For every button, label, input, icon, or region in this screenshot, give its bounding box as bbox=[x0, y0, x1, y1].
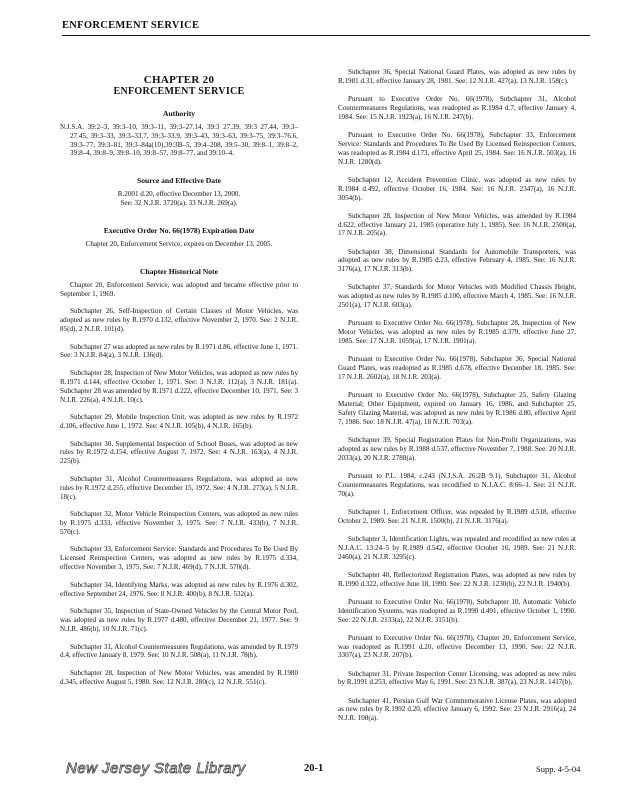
header-rule bbox=[62, 35, 590, 36]
running-head: ENFORCEMENT SERVICE bbox=[62, 20, 200, 31]
authority-text: N.J.S.A. 39:2–3, 39:3–10, 39:3–11, 39:3–27.14, 39:3 27.39, 39:3 27.44, 39:3–27.45, 39:3–33, 39:3–33.7, 39:3–33.9, 39:3–43, 39:3–63, 39:3–75, 39:3–76.6, 39:3–77, 39:3–81, 39:3–84a(10),39:3B–5, 39:4–208, 39:5–30, 39:8–1, 39:8–2, 39:8–4, 39:8–9, 39:8–10, 39:8–57, 39:8–77, and 39:10–4. bbox=[60, 122, 298, 158]
history-note: Subchapter 12, Accident Prevention Clinic, was adopted as new rules by R.1984 d.492, effective October 16, 1984. See: 16 N.J.R. 2347(a), 16 N.J.R. 3054(b). bbox=[338, 175, 576, 202]
history-note: Pursuant to Executive Order No. 66(1978), Chapter 20, Enforcement Service, was readopted as R.1991 d.20, effective December 13, 1990. See: 22 N.J.R. 3307(a), 23 N.J.R. 207(b). bbox=[338, 633, 576, 660]
history-note: Subchapter 29, Mobile Inspection Unit, was adopted as new rules by R.1972 d.106, effective June 1, 1972. See: 4 N.J.R. 105(b), 4 N.J.R. 165(b). bbox=[60, 413, 298, 431]
history-note: Subchapter 31, Alcohol Countermeasures Regulations, was adopted as new rules by R.1972 d.255, effective December 15, 1972. See: 4 N.J.R. 273(a), 5 N.J.R. 18(c). bbox=[60, 474, 298, 501]
authority-heading: Authority bbox=[162, 108, 196, 118]
history-note: Subchapter 33, Enforcement Service: Standards and Procedures To Be Used By Licensed Reinspection Centers, was adopted as new rules by R.1975 d.334, effective November 3, 1975. See: 7 N.J.R. 469(d), 7 N.J.R. 570(d). bbox=[60, 545, 298, 572]
history-note: Subchapter 28, Inspection of New Motor Vehicles, was amended by R.1980 d.345, effective August 5, 1980. See: 12 N.J.R. 280(c), 12 N.J.R. 551(c). bbox=[60, 668, 298, 686]
history-note: Subchapter 32, Motor Vehicle Reinspection Centers, was adopted as new rules by R.1975 d.333, effective November 3, 1975. See: 7 N.J.R. 433(b), 7 N.J.R. 570(c). bbox=[60, 510, 298, 536]
history-note: Pursuant to Executive Order No. 66(1978), Subchapter 31, Alcohol Countermeasures Regulations, was readopted as R.1984 d.7, effective January 4, 1984. See: 15 N.J.R. 1923(a), 16 N.J.R. 247(b). bbox=[338, 95, 576, 121]
expiration-heading: Executive Order No. 66(1978) Expiration Date bbox=[103, 226, 255, 236]
chapter-number: CHAPTER 20 bbox=[143, 74, 215, 86]
history-note: Subchapter 30, Supplemental Inspection of School Buses, was adopted as new rules by R.1972 d.154, effective August 7, 1972. See: 4 N.J.R. 163(a), 4 N.J.R. 225(b). bbox=[60, 439, 298, 466]
history-note: Subchapter 28, Inspection of New Motor Vehicles, was amended by R.1984 d.622, effective January 21, 1985 (operative July 1, 1985). See: 16 N.J.R. 2500(a), 17 N.J.R. 205(a). bbox=[338, 211, 576, 238]
source-line: R.2001 d.20, effective December 13, 2000. bbox=[117, 190, 241, 199]
history-note: Pursuant to Executive Order No. 66(1978), Subchapter 28, Inspection of New Motor Vehicles, was adopted as new rules by R.1985 d.379, effective June 27, 1985. See: 17 N.J.R. 1059(a), 17 N.J.R. 1901(a). bbox=[338, 319, 576, 346]
history-note: Subchapter 41, Persian Gulf War Commemorative License Plates, was adopted as new rules by R.1992 d.20, effective January 6, 1992. See: 23 N.J.R. 2916(a), 24 N.J.R. 108(a). bbox=[338, 696, 576, 723]
chapter-name: ENFORCEMENT SERVICE bbox=[113, 85, 245, 97]
source-heading: Source and Effective Date bbox=[136, 176, 221, 186]
library-watermark-logo: New Jersey State Library bbox=[66, 760, 246, 777]
expiration-text: Chapter 20, Enforcement Service, expires on December 13, 2005. bbox=[85, 239, 273, 248]
history-note: Subchapter 1, Enforcement Officer, was repealed by R.1989 d.518, effective October 2, 1989. See: 21 N.J.R. 1500(b), 21 N.J.R. 3176(a). bbox=[338, 507, 576, 525]
history-note: Subchapter 3, Identification Lights, was repealed and recodified as new rules at N.J.A.C. 13:24–5 by R.1989 d.542, effective October 16, 1989. See: 21 N.J.R. 2460(a), 21 N.J.R. 3295(c). bbox=[338, 534, 576, 561]
history-note: Subchapter 36, Special National Guard Plates, was adopted as new rules by R.1981 d.31, effective January 28, 1981. See: 12 N.J.R. 427(a), 13 N.J.R. 158(c). bbox=[338, 68, 576, 85]
history-note: Pursuant to P.L. 1984, c.243 (N.J.S.A. 26:2B 9.1), Subchapter 31, Alcohol Countermeasures Regulations, was recodified to N.J.A.C. 8:66–1. See: 21 N.J.R. 70(a). bbox=[338, 471, 576, 498]
history-note: Subchapter 37, Standards for Motor Vehicles with Modified Chassis Height, was adopted as new rules by R.1985 d.100, effective March 4, 1985. See: 16 N.J.R. 2501(a), 17 N.J.R. 603(a). bbox=[338, 283, 576, 310]
history-heading: Chapter Historical Note bbox=[140, 266, 218, 276]
history-note: Pursuant to Executive Order No. 66(1978), Subchapter 25, Safety Glazing Material; Other Equipment, expired on January 16, 1986, and Subchapter 25, Safety Glazing Material, was adopted as new rules by R.1986 d.80, effective April 7, 1986. See: 18 N.J.R. 47(a), 18 N.J.R. 703(a). bbox=[338, 391, 576, 426]
history-note: Subchapter 35, Inspection of State-Owned Vehicles by the Central Motor Pool, was adopted as new rules by R.1977 d.480, effective December 21, 1977. See: 9 N.J.R. 486(b), 10 N.J.R. 71(c). bbox=[60, 607, 298, 633]
source-citation: See: 32 N.J.R. 3720(a), 33 N.J.R. 269(a). bbox=[120, 199, 238, 208]
history-note: Subchapter 38, Dimensional Standards for Automobile Transporters, was adopted as new rules by R.1985 d.23, effective February 4, 1985. See: 16 N.J.R. 3176(a), 17 N.J.R. 313(b). bbox=[338, 247, 576, 274]
right-column bbox=[338, 68, 576, 732]
history-note: Pursuant to Executive Order No. 66(1978), Subchapter 10, Automatic Vehicle Identification Systems, was readopted as R.1990 d.491, effective October 1, 1990. See: 22 N.J.R. 2133(a), 22 N.J.R. 3151(b). bbox=[338, 597, 576, 624]
history-note: Subchapter 27 was adopted as new rules by R.1971 d.86, effective June 1, 1971. See: 3 N.J.R. 84(a), 3 N.J.R. 136(d). bbox=[60, 342, 299, 360]
history-note: Subchapter 26, Self-Inspection of Certain Classes of Motor Vehicles, was adopted as new rules by R.1970 d.132, effective November 2, 1970. See: 2 N.J.R. 85(d), 2 N.J.R. 101(d). bbox=[60, 307, 298, 333]
page-number: 20-1 bbox=[304, 763, 324, 774]
history-note: Subchapter 40, Reflectorized Registration Plates, was adopted as new rules by R.1990 d.322, effective June 18, 1990. See: 22 N.J.R. 1230(b), 22 N.J.R. 1940(b). bbox=[338, 570, 576, 588]
history-note: Subchapter 39, Special Registration Plates for Non-Profit Organizations, was adopted as new rules by R.1988 d.537, effective November 7, 1988. See: 20 N.J.R. 2033(a), 20 N.J.R. 2788(a). bbox=[338, 435, 576, 462]
history-note: Subchapter 31, Private Inspection Center Licensing, was adopted as new rules by R.1991 d.253, effective May 6, 1991. See: 23 N.J.R. 387(a), 23 N.J.R. 1417(b). bbox=[338, 669, 576, 687]
history-note: Pursuant to Executive Order No. 66(1978), Subchapter 33, Enforcement Service: Standards and Procedures To Be Used By Licensed Reinspection Centers, was readopted as R.1984 d.173, effective April 25, 1984. See: 16 N.J.R. 503(a), 16 N.J.R. 1280(d). bbox=[338, 130, 576, 166]
source-block bbox=[60, 190, 298, 208]
history-note: Subchapter 31, Alcohol Countermeasures Regulations, was amended by R.1979 d.4, effective January 8, 1979. See: 10 N.J.R. 508(a), 11 N.J.R. 78(b). bbox=[60, 642, 298, 660]
history-notes-left bbox=[60, 281, 298, 687]
supplement-date: Supp. 4-5-04 bbox=[536, 764, 581, 774]
history-note: Subchapter 28, Inspection of New Motor Vehicles, was adopted as new rules by R.1971 d.144, effective October 1, 1971. See: 3 N.J.R. 112(a), 3 N.J.R. 181(a). Subchapter 28 was amended by R.1971 d.222, effective December 10, 1971. See: 3 N.J.R. 226(a), 4 N.J.R. 10(c). bbox=[60, 368, 298, 404]
history-note: Chapter 20, Enforcement Service, was adopted and became effective prior to September 1, 1969. bbox=[60, 280, 298, 298]
left-column bbox=[60, 68, 298, 695]
history-note: Pursuant to Executive Order No. 66(1978), Subchapter 36, Special National Guard Plates, was readopted as R.1985 d.678, effective December 18, 1985. See: 17 N.J.R. 2602(a), 18 N.J.R. 203(a). bbox=[338, 355, 576, 382]
history-note: Subchapter 34, Identifying Marks, was adopted as new rules by R.1976 d.302, effective September 24, 1976. See: 8 N.J.R. 400(b), 8 N.J.R. 532(a). bbox=[60, 580, 298, 598]
